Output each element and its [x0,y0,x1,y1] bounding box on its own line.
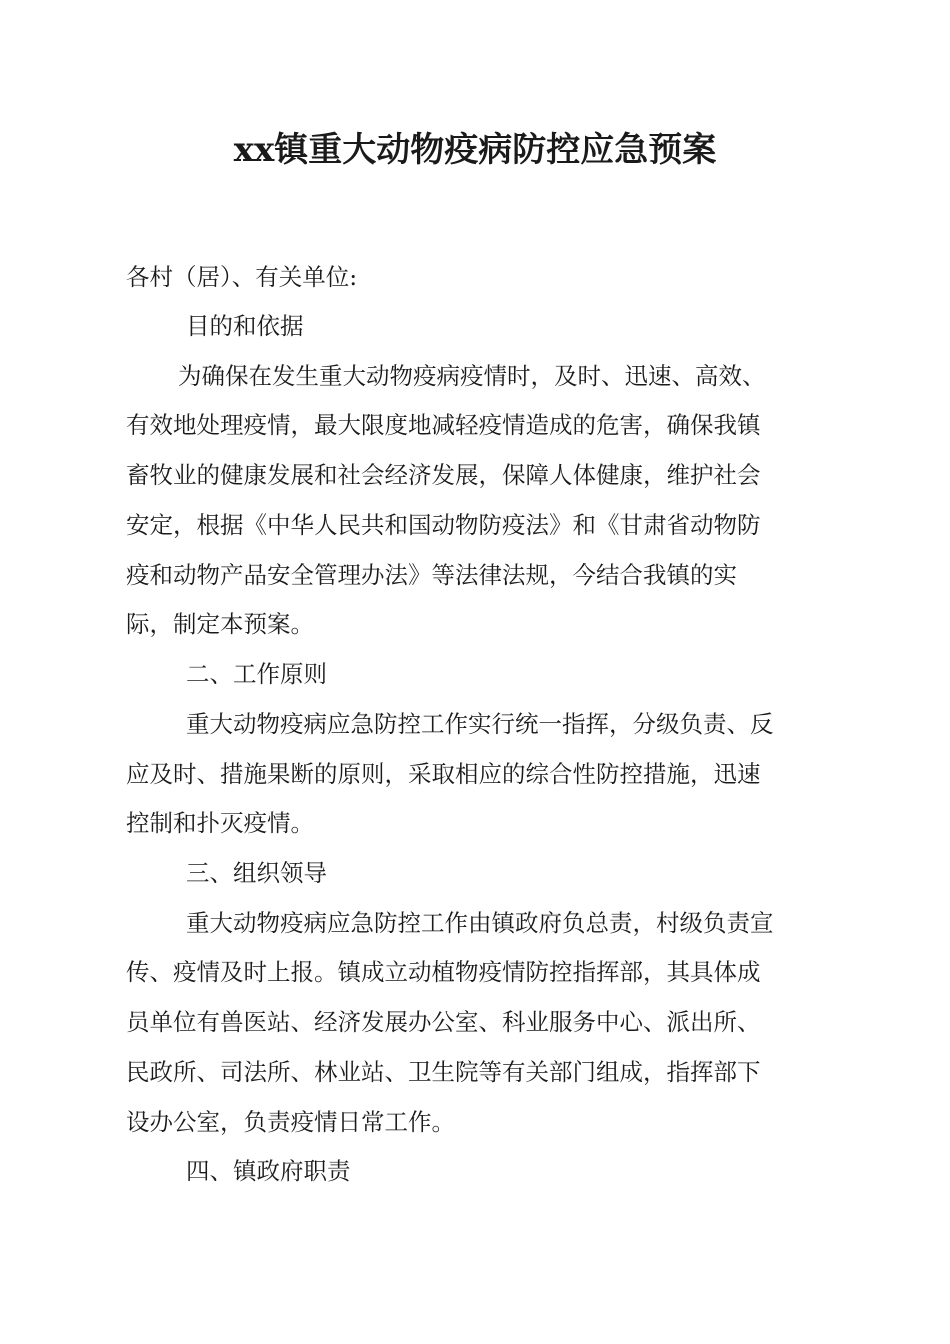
section-heading-leadership: 三、组织领导 [186,859,327,887]
section-heading-principles: 二、工作原则 [186,660,327,688]
paragraph-line: 安定，根据《中华人民共和国动物防疫法》和《甘肃省动物防 [126,511,761,539]
paragraph-line: 畜牧业的健康发展和社会经济发展，保障人体健康，维护社会 [126,461,761,489]
paragraph-line: 控制和扑灭疫情。 [126,809,314,837]
paragraph-line: 有效地处理疫情，最大限度地减轻疫情造成的危害，确保我镇 [126,411,761,439]
paragraph-line: 设办公室，负责疫情日常工作。 [126,1108,455,1136]
document-title: xx镇重大动物疫病防控应急预案 [233,130,717,170]
paragraph-line: 重大动物疫病应急防控工作实行统一指挥，分级负责、反 [186,710,774,738]
paragraph-line: 员单位有兽医站、经济发展办公室、科业服务中心、派出所、 [126,1008,761,1036]
paragraph-line: 为确保在发生重大动物疫病疫情时，及时、迅速、高效、 [178,362,766,390]
paragraph-line: 传、疫情及时上报。镇成立动植物疫情防控指挥部，其具体成 [126,958,761,986]
section-heading-purpose: 目的和依据 [186,312,304,340]
paragraph-line: 际，制定本预案。 [126,610,314,638]
paragraph-line: 重大动物疫病应急防控工作由镇政府负总责，村级负责宣 [186,909,774,937]
paragraph-line: 应及时、措施果断的原则，采取相应的综合性防控措施，迅速 [126,760,761,788]
section-heading-government-duties: 四、镇政府职责 [186,1157,351,1185]
paragraph-line: 民政所、司法所、林业站、卫生院等有关部门组成，指挥部下 [126,1058,761,1086]
salutation: 各村（居）、有关单位: [126,263,358,291]
paragraph-line: 疫和动物产品安全管理办法》等法律法规，今结合我镇的实 [126,561,737,589]
